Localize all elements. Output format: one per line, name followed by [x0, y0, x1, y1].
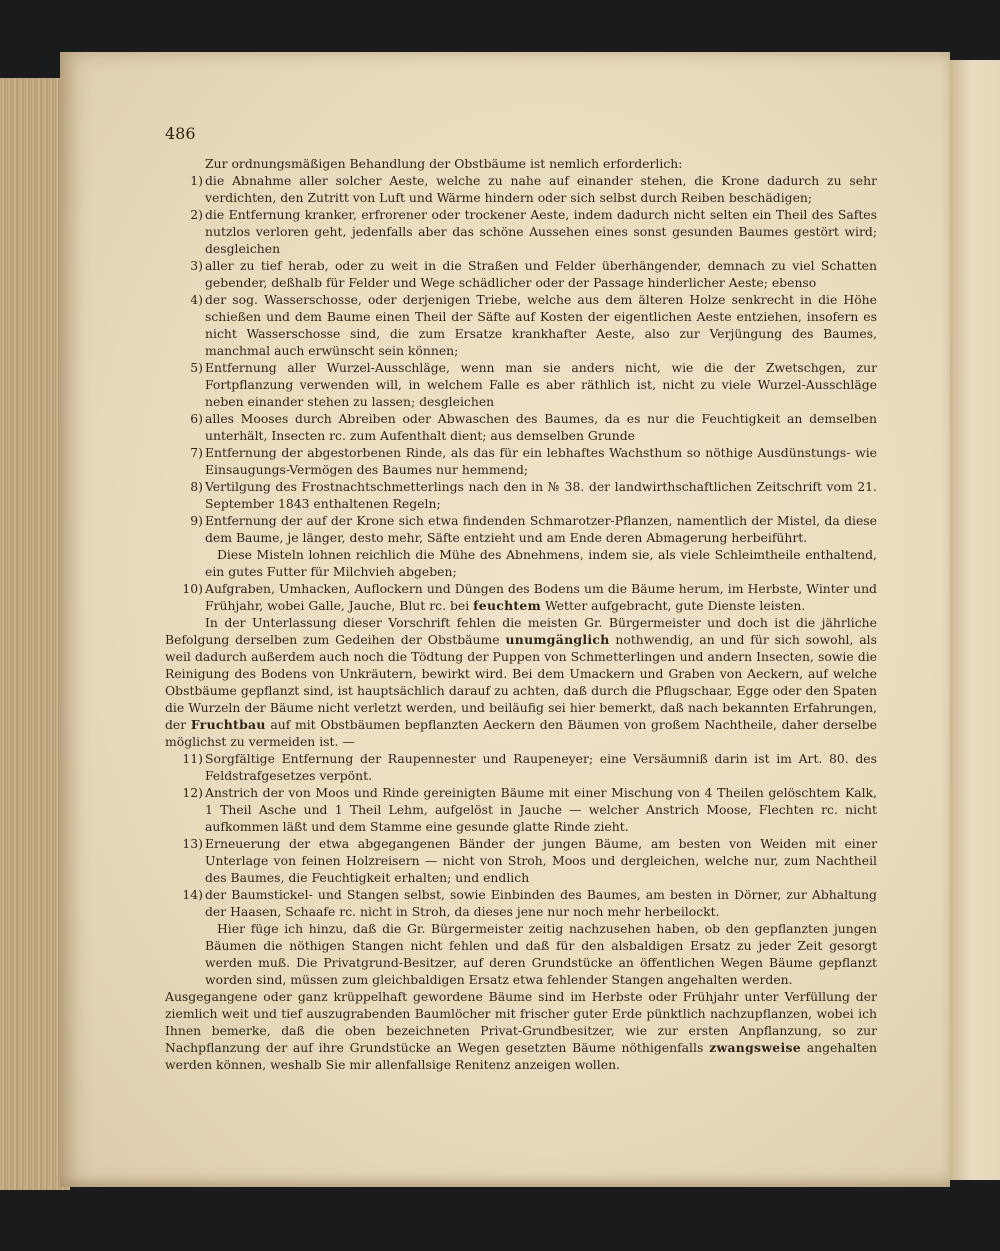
- list-item: 3) aller zu tief herab, oder zu weit in die Straßen und Felder überhängender, demnach zu viel Schatten gebender, deßhalb für Felder und Wege schädlicher oder der Passage hinderlicher Aeste; ebenso: [190, 258, 877, 290]
- list-item: 5) Entfernung aller Wurzel-Ausschläge, wenn man sie anders nicht, wie die der Zwetschgen, zur Fortpflanzung verwenden will, in welchem Falle es aber räthlich ist, nicht zu viele Wurzel-Ausschläge neben einander stehen zu lassen; desgleichen: [190, 360, 877, 409]
- list-item: 6) alles Mooses durch Abreiben oder Abwaschen des Baumes, da es nur die Feuchtigkeit an demselben unterhält, Insecten rc. zum Aufenthalt dient; aus demselben Grunde: [190, 411, 877, 443]
- numbered-list-1: [165, 172, 877, 614]
- emphasis-zwangsweise: zwangsweise: [709, 1040, 801, 1055]
- list-item: 1) die Abnahme aller solcher Aeste, welche zu nahe auf einander stehen, die Krone dadurch zu sehr verdichten, den Zutritt von Luft und Wärme hindern oder sich selbst durch Reiben beschädigen;: [190, 173, 877, 205]
- numbered-list-2: [165, 750, 877, 988]
- emphasis-feuchtem: feuchtem: [473, 598, 542, 613]
- intro-line: Zur ordnungsmäßigen Behandlung der Obstbäume ist nemlich erforderlich:: [205, 156, 683, 171]
- list-item: 10) Aufgraben, Umhacken, Auflockern und Düngen des Bodens um die Bäume herum, im Herbste, Winter und Frühjahr, wobei Galle, Jauche, Blut rc. bei feuchtem Wetter aufgebracht, gute Dienste leisten.: [182, 581, 877, 613]
- page-text: [165, 125, 877, 1073]
- list-item: 9) Entfernung der auf der Krone sich etwa findenden Schmarotzer-Pflanzen, namentlich der Mistel, da diese dem Baume, je länger, desto mehr, Säfte entzieht und am Ende deren Abmagerung herbeiführt.: [190, 513, 877, 545]
- stakes-note: Hier füge ich hinzu, daß die Gr. Bürgermeister zeitig nachzusehen haben, ob den gepflanzten jungen Bäumen die nöthigen Stangen nicht fehlen und daß für den alsbaldigen Ersatz zu jeder Zeit gesorgt werden muß. Die Privatgrund-Besitzer, auf deren Grundstücke an öffentlichen Wegen Bäume gepflanzt worden sind, müssen zum gleichbaldigen Ersatz etwa fehlender Stangen angehalten werden.: [205, 921, 877, 987]
- page-number: 486: [165, 124, 196, 143]
- list-item: 2) die Entfernung kranker, erfrorener oder trockener Aeste, indem dadurch nicht selten ein Theil des Saftes nutzlos verloren geht, jedenfalls aber das schöne Aussehen eines sonst gesunden Baumes gestört wird; desgleichen: [190, 207, 877, 256]
- facing-page-edge: [950, 60, 1000, 1180]
- list-item: 12) Anstrich der von Moos und Rinde gereinigten Bäume mit einer Mischung von 4 Theilen gelöschtem Kalk, 1 Theil Asche und 1 Theil Lehm, aufgelöst in Jauche — welcher Anstrich Moose, Flechten rc. nicht aufkommen läßt und dem Stamme eine gesunde glatte Rinde zieht.: [182, 785, 877, 834]
- emphasis-fruchtbau: Fruchtbau: [190, 717, 266, 732]
- middle-paragraph: In der Unterlassung dieser Vorschrift fehlen die meisten Gr. Bürgermeister und doch ist die jährliche Befolgung derselben zum Gedeihen der Obstbäume unumgänglich nothwendig, an und für sich sowohl, als weil dadurch außerdem auch noch die Tödtung der Puppen von Schmetterlingen und andern Insecten, sowie die Reinigung des Bodens von Unkräutern, bewirkt wird. Bei dem Umackern und Graben von Aeckern, auf welche Obstbäume gepflanzt sind, ist hauptsächlich darauf zu achten, daß durch die Pflugschaar, Egge oder den Spaten die Wurzeln der Bäume nicht verletzt werden, und beiläufig sei hier bemerkt, daß nach bekannten Erfahrungen, der Fruchtbau auf mit Obstbäumen bepflanzten Aeckern den Bäumen von großem Nachtheile, daher derselbe möglichst zu vermeiden ist. —: [165, 615, 878, 749]
- closing-paragraph: Ausgegangene oder ganz krüppelhaft gewordene Bäume sind im Herbste oder Frühjahr unter Verfüllung der ziemlich weit und tief auszugrabenden Baumlöcher mit frischer guter Erde pünktlich nachzupflanzen, wobei ich Ihnen bemerke, daß die oben bezeichneten Privat-Grundbesitzer, wie zur ersten Anpflanzung, so zur Nachpflanzung der auf ihre Grundstücke an Wegen gesetzten Bäume nöthigenfalls zwangsweise angehalten werden können, weshalb Sie mir allenfallsige Renitenz anzeigen wollen.: [165, 989, 877, 1072]
- mistletoe-note: Diese Misteln lohnen reichlich die Mühe des Abnehmens, indem sie, als viele Schleimtheile enthaltend, ein gutes Futter für Milchvieh abgeben;: [205, 547, 877, 579]
- list-item: 11) Sorgfältige Entfernung der Raupennester und Raupeneyer; eine Versäumniß darin ist im Art. 80. des Feldstrafgesetzes verpönt.: [182, 751, 877, 783]
- list-item: 4) der sog. Wasserschosse, oder derjenigen Triebe, welche aus dem älteren Holze senkrecht in die Höhe schießen und dem Baume einen Theil der Säfte auf Kosten der eigentlichen Aeste entziehen, insofern es nicht Wasserschosse sind, die zum Ersatze krankhafter Aeste, also zur Verjüngung des Baumes, manchmal auch erwünscht sein können;: [190, 292, 877, 358]
- list-item: 8) Vertilgung des Frostnachtschmetterlings nach den in № 38. der landwirthschaftlichen Zeitschrift vom 21. September 1843 enthaltenen Regeln;: [190, 479, 877, 511]
- list-item: 7) Entfernung der abgestorbenen Rinde, als das für ein lebhaftes Wachsthum so nöthige Ausdünstungs- wie Einsaugungs-Vermögen des Baumes nur hemmend;: [190, 445, 877, 477]
- emphasis-unumgaenglich: unumgänglich: [505, 632, 610, 647]
- list-item: 13) Erneuerung der etwa abgegangenen Bänder der jungen Bäume, am besten von Weiden mit einer Unterlage von feinen Holzreisern — nicht von Stroh, Moos und dergleichen, welche nur, zum Nachtheil des Baumes, die Feuchtigkeit erhalten; und endlich: [182, 836, 877, 885]
- list-item: 14) der Baumstickel- und Stangen selbst, sowie Einbinden des Baumes, am besten in Dörner, zur Abhaltung der Haasen, Schaafe rc. nicht in Stroh, da dieses jene nur noch mehr herbeilockt.: [182, 887, 877, 919]
